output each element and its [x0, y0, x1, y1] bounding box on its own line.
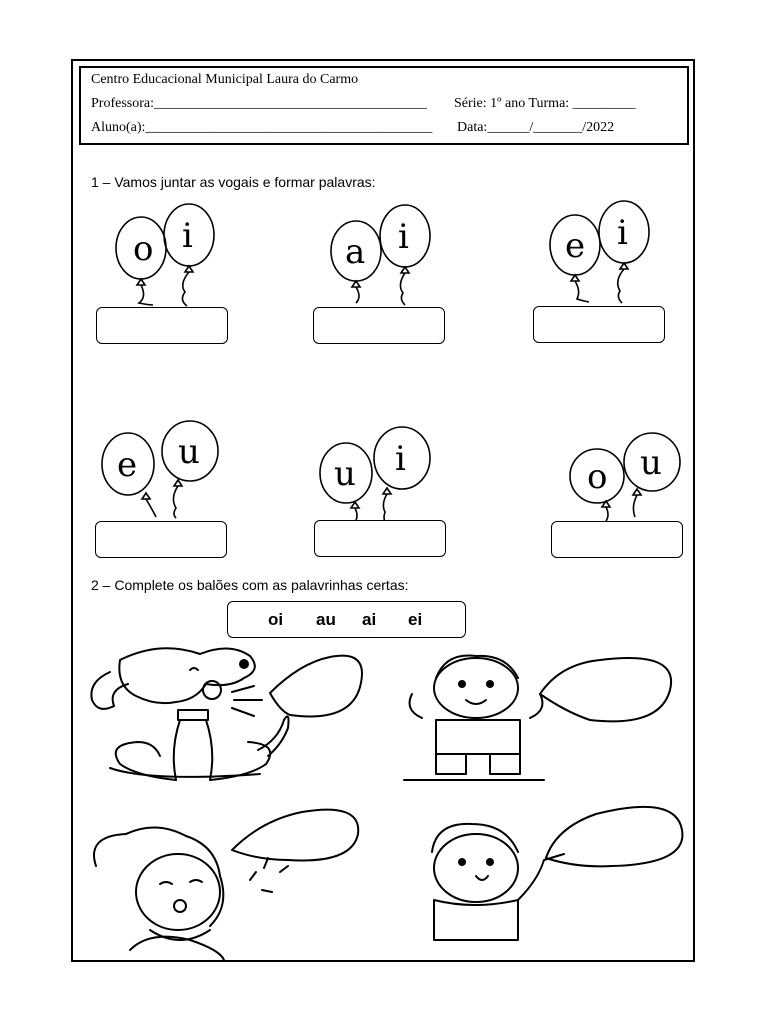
exercise2-prompt: 2 – Complete os balões com as palavrinhas certas: — [91, 577, 409, 593]
speech-balloon-2 — [540, 658, 671, 721]
boy-shouting-illustration — [404, 655, 544, 780]
pair1-letter-1: o — [133, 229, 154, 269]
pair6-letter-2: u — [640, 443, 662, 483]
pair2-letter-1: a — [345, 232, 366, 272]
pair3-letter-1: e — [565, 226, 586, 266]
teacher-field[interactable]: Professora:_______________________________________ — [91, 96, 427, 111]
pair5-letter-2: i — [395, 439, 406, 479]
pair4-letter-1: e — [117, 445, 138, 485]
date-field[interactable]: Data:______/_______/2022 — [457, 120, 615, 135]
pair6-letter-1: o — [587, 457, 608, 497]
word-au: au — [316, 610, 336, 629]
pair2-letter-2: i — [398, 217, 409, 257]
student-field[interactable]: Aluno(a):_________________________________________ — [91, 120, 433, 135]
speech-balloon-4 — [546, 807, 682, 866]
grade-field[interactable]: Série: 1º ano Turma: _________ — [454, 96, 636, 111]
pair5-letter-1: u — [334, 454, 356, 494]
dog-illustration — [91, 648, 288, 780]
waving-child-illustration — [432, 824, 564, 940]
speech-balloon-1 — [270, 656, 362, 717]
crying-child-illustration — [94, 827, 288, 960]
pair1-letter-2: i — [182, 216, 193, 256]
exercise1-prompt: 1 – Vamos juntar as vogais e formar palavras: — [91, 174, 376, 190]
pair4-letter-2: u — [178, 432, 200, 472]
speech-balloon-3 — [232, 810, 358, 861]
school-name: Centro Educacional Municipal Laura do Carmo — [91, 72, 359, 87]
word-oi: oi — [268, 610, 284, 629]
pair3-letter-2: i — [617, 213, 628, 253]
word-ai: ai — [362, 610, 377, 629]
word-ei: ei — [408, 610, 423, 629]
